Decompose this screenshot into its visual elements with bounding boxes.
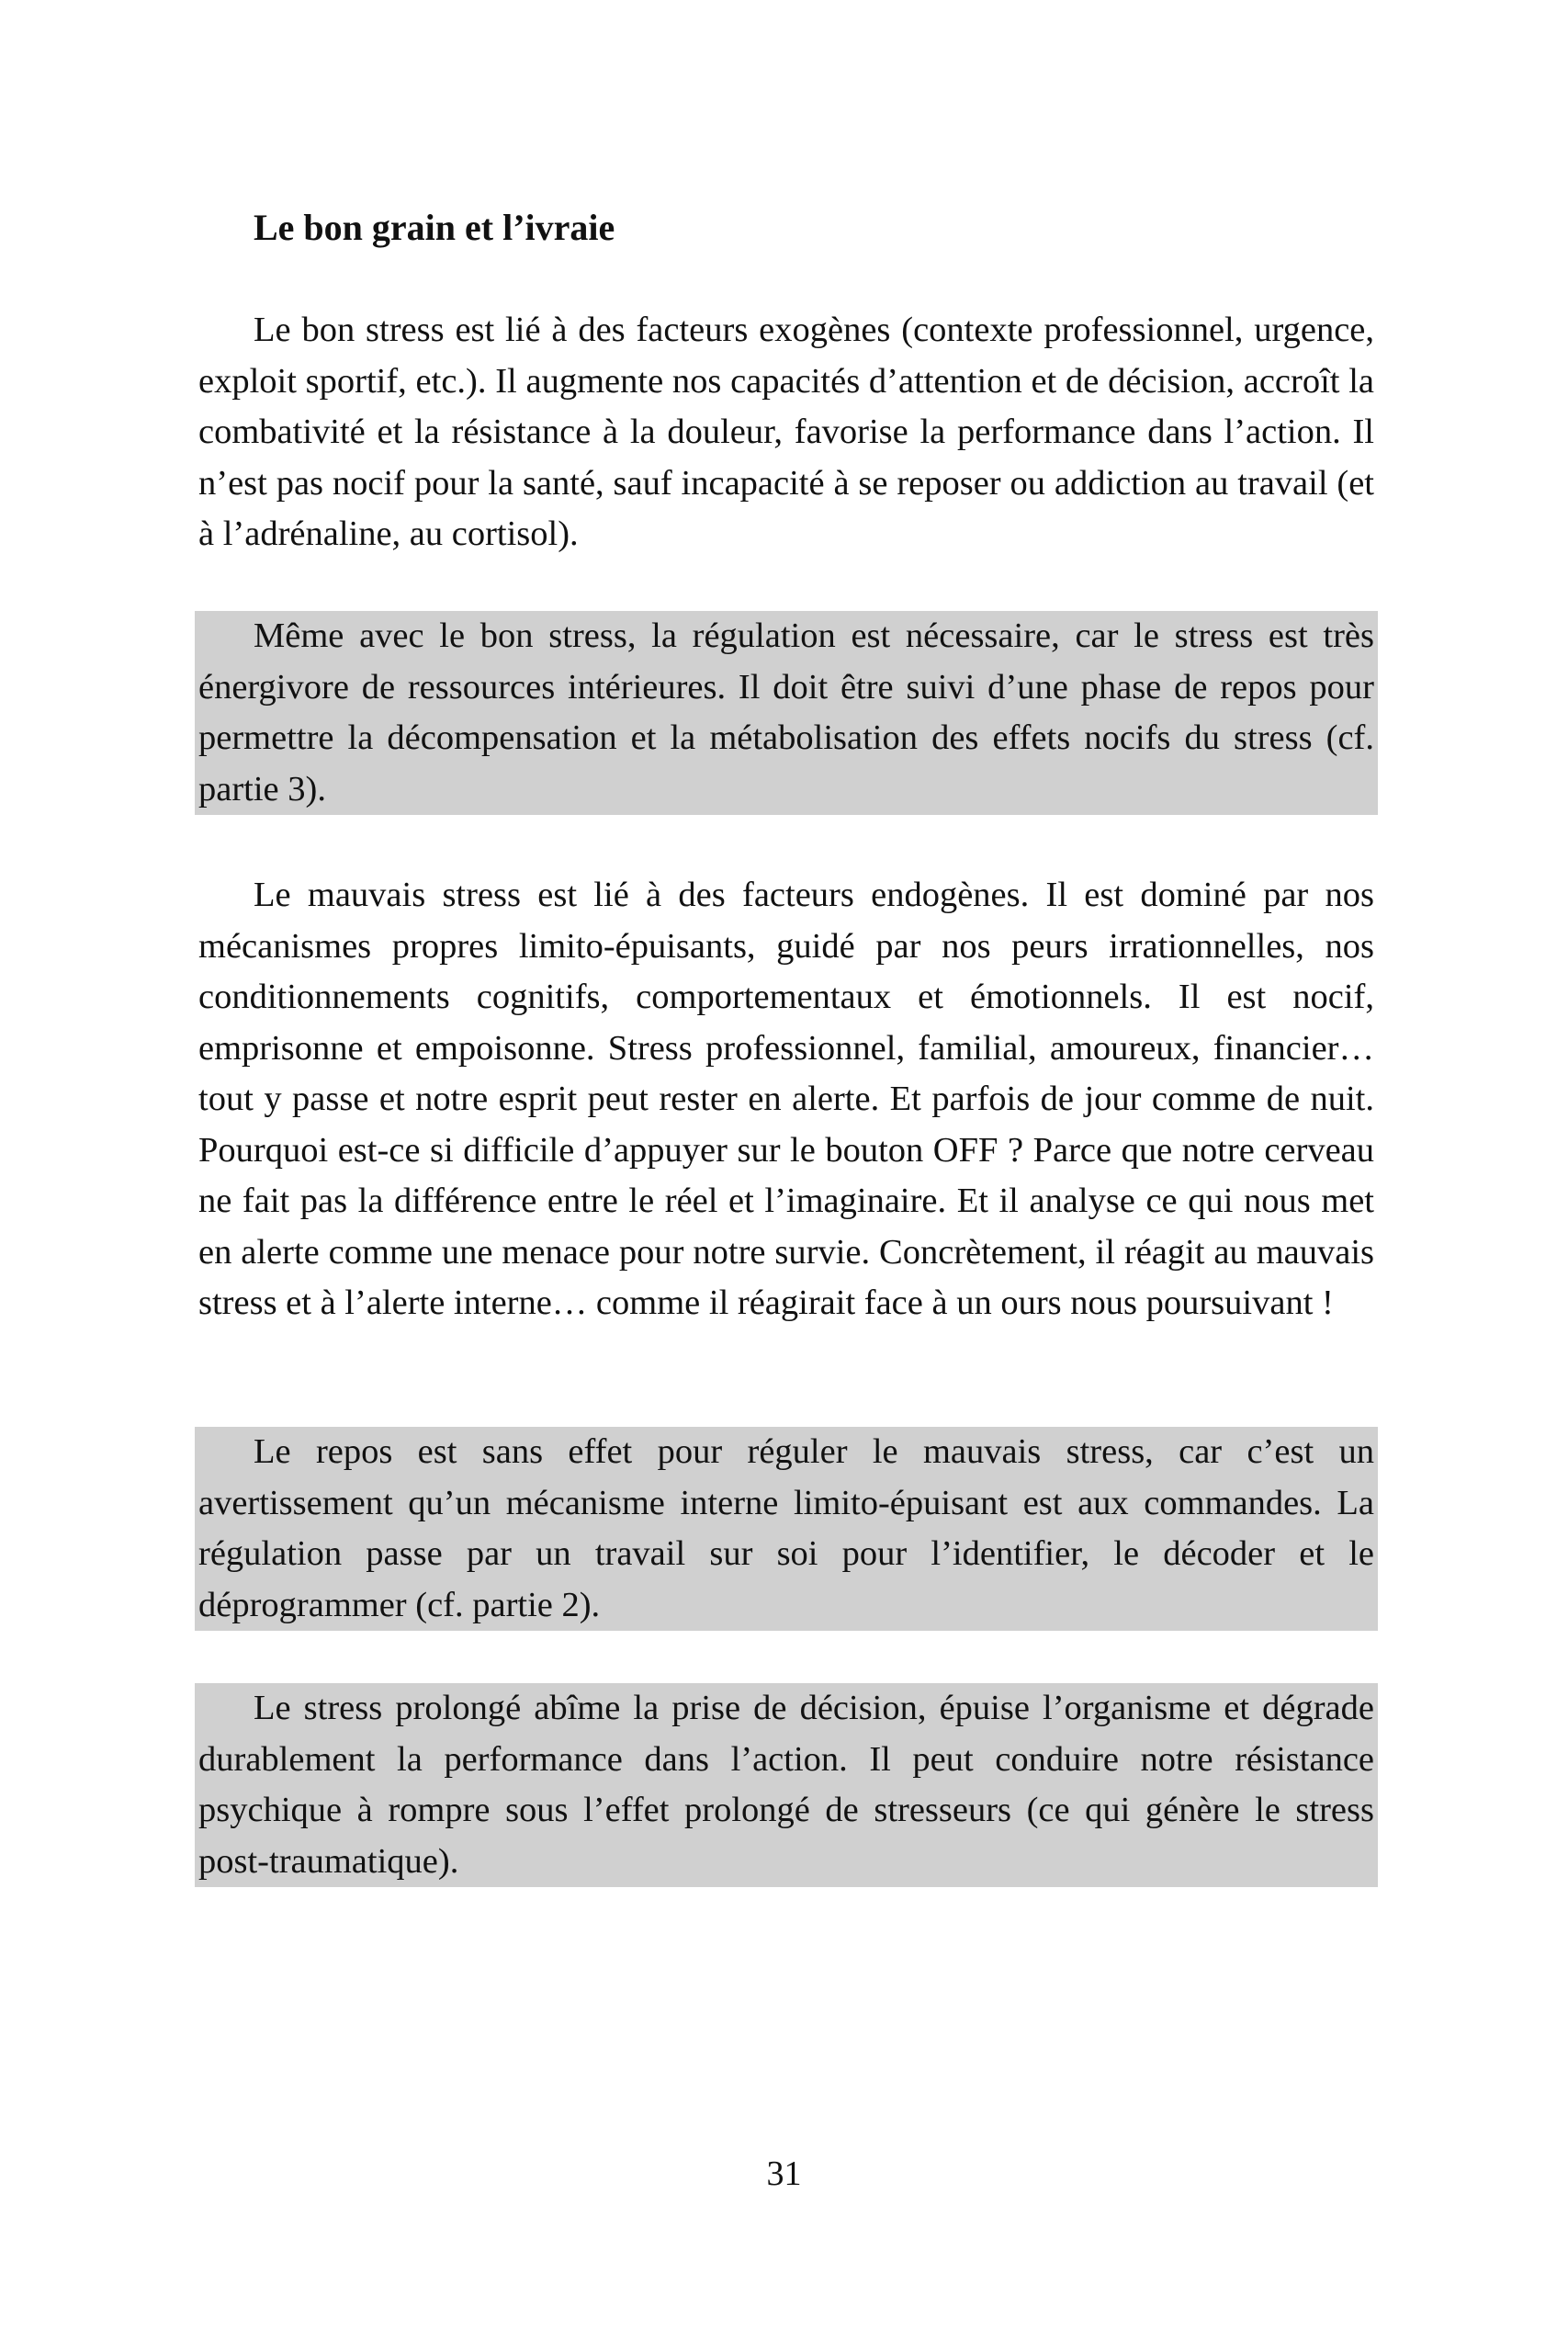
section-title: Le bon grain et l’ivraie xyxy=(254,207,615,248)
highlighted-paragraph-rest: Le repos est sans effet pour réguler le mauvais stress, car c’est un avertissement qu’un mécanisme interne limito-épuisant est aux commandes. La régulation passe par un travail sur soi pour l’identifier, le décoder et le déprogrammer (cf. partie 2). xyxy=(195,1427,1378,1631)
paragraph-good-stress: Le bon stress est lié à des facteurs exogènes (contexte professionnel, urgence, exploit sportif, etc.). Il augmente nos capacités d’attention et de décision, accroît la combativité et la résistance à la douleur, favorise la performance dans l’action. Il n’est pas nocif pour la santé, sauf incapacité à se reposer ou addiction au travail (et à l’adrénaline, au cortisol). xyxy=(198,311,1374,553)
highlighted-paragraph-prolonged-stress: Le stress prolongé abîme la prise de décision, épuise l’organisme et dégrade durablement la performance dans l’action. Il peut conduire notre résistance psychique à rompre sous l’effet prolongé de stresseurs (ce qui génère le stress post-traumatique). xyxy=(195,1683,1378,1887)
highlighted-paragraph-regulation: Même avec le bon stress, la régulation est nécessaire, car le stress est très énergivore de ressources intérieures. Il doit être suivi d’une phase de repos pour permettre la décompensation et la métabolisation des effets nocifs du stress (cf. partie 3). xyxy=(195,611,1378,815)
paragraph-bad-stress: Le mauvais stress est lié à des facteurs endogènes. Il est dominé par nos mécanismes propres limito-épuisants, guidé par nos peurs irrationnelles, nos conditionnements cognitifs, comportementaux et émotionnels. Il est nocif, emprisonne et empoisonne. Stress professionnel, familial, amoureux, financier… tout y passe et notre esprit peut rester en alerte. Et parfois de jour comme de nuit. Pourquoi est-ce si difficile d’appuyer sur le bouton OFF ? Parce que notre cerveau ne fait pas la différence entre le réel et l’imaginaire. Et il analyse ce qui nous met en alerte comme une menace pour notre survie. Concrètement, il réagit au mauvais stress et à l’alerte interne… comme il réagirait face à un ours nous poursuivant ! xyxy=(198,876,1374,1322)
page-number: 31 xyxy=(766,2154,802,2193)
